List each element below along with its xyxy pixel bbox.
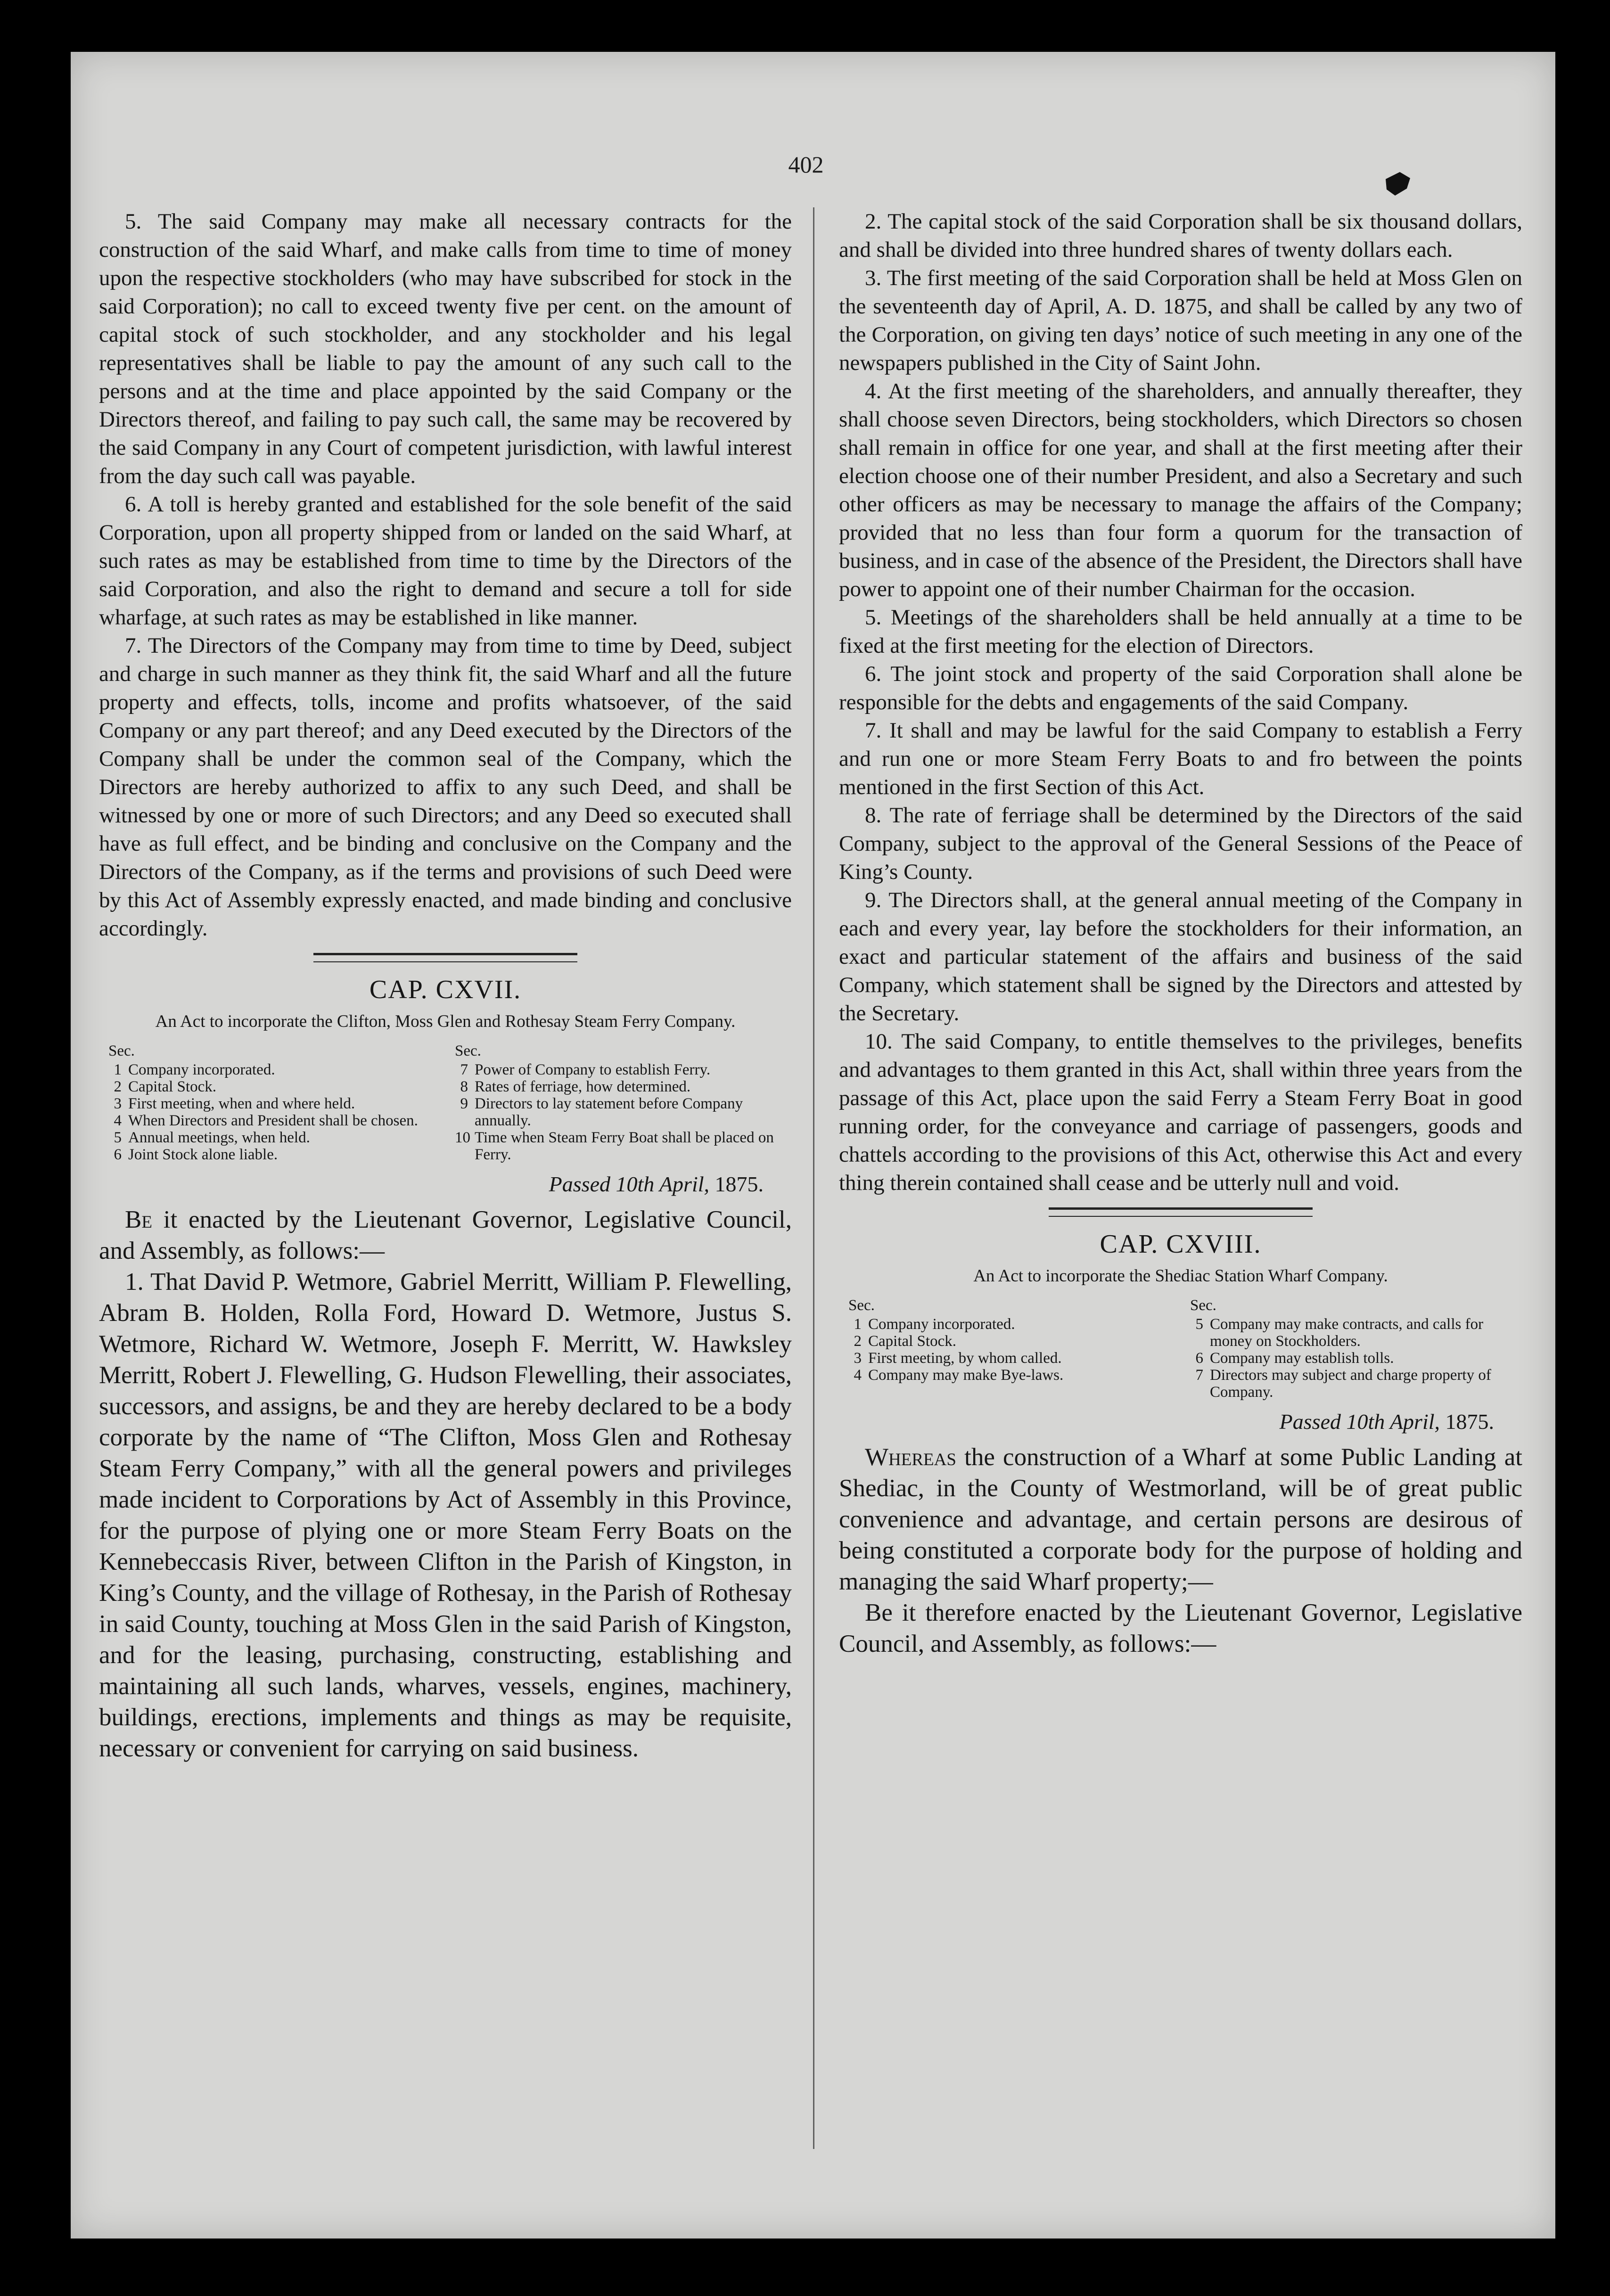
column-divider: [813, 207, 814, 2149]
section-index-left: [108, 1042, 436, 1163]
index-entry: 9 Directors to lay statement before Company annually.: [460, 1095, 743, 1129]
right-paragraph-10: 10. The said Company, to entitle themselves to the privileges, benefits and advantages to them granted in this Act, shall within three years from the passage of this Act, place upon the said Ferry a Steam Ferry Boat in good running order, for the conveyance and carriage of passengers, goods and chattels according to the provisions of this Act, otherwise this Act and every thing therein contained shall cease and be utterly null and void.: [839, 1029, 1522, 1195]
index-entry: 1 Company incorporated.: [114, 1061, 275, 1078]
left-section-1: 1. That David P. Wetmore, Gabriel Merritt, William P. Flewelling, Abram B. Holden, Rolla Ford, Howard D. Wetmore, Justus S. Wetmore, Richard W. Wetmore, Joseph F. Merritt, W. Hawksley Merritt, Robert J. Flewelling, G. Hudson Flewelling, their associates, successors, and assigns, be and they are hereby declared to be a body corporate by the name of “The Clifton, Moss Glen and Rothesay Steam Ferry Company,” with all the general powers and privileges made incident to Corporations by Act of Assembly in this Province, for the purpose of plying one or more Steam Ferry Boats on the Kennebeccasis River, between Clifton in the Parish of Kingston, in King’s County, and the village of Rothesay, in the Parish of Rothesay in said County, touching at Moss Glen in the said Parish of Kingston, and for the leasing, purchasing, constructing, establishing and maintaining all such lands, wharves, vessels, engines, machinery, buildings, erections, implements and things as may be requisite, necessary or convenient for carrying on said business.: [99, 1268, 792, 1762]
right-paragraph-5: 5. Meetings of the shareholders shall be held annually at a time to be fixed at the first meeting for the election of Directors.: [839, 605, 1522, 658]
index-entry: 4 Company may make Bye-laws.: [854, 1367, 1064, 1384]
index-entry: 1 Company incorporated.: [854, 1316, 1015, 1333]
index-entry: 8 Rates of ferriage, how determined.: [460, 1078, 691, 1095]
sec-label: Sec.: [848, 1297, 875, 1314]
right-paragraph-6: 6. The joint stock and property of the said Corporation shall alone be responsible for the debts and engagements of the said Company.: [839, 662, 1522, 714]
index-entry: 3 First meeting, by whom called.: [854, 1350, 1062, 1367]
section-index: [848, 1297, 1513, 1401]
left-paragraph-5: 5. The said Company may make all necessary contracts for the construction of the said Wharf, and make calls from time to time of money upon the respective stockholders (who may have subscribed for stock in the said Corporation); no call to exceed twenty five per cent. on the amount of capital stock of such stockholder, and any stockholder and his legal representatives shall be liable to pay the amount of any such call to the persons and at the time and place appointed by the said Company or the Directors thereof, and failing to pay such call, the same may be recovered by the said Company in any Court of competent jurisdiction, with lawful interest from the day such call was payable.: [99, 209, 792, 488]
section-index-right: [455, 1042, 782, 1163]
index-entry: 2 Capital Stock.: [854, 1333, 956, 1350]
right-paragraph-3: 3. The first meeting of the said Corporation shall be held at Moss Glen on the seventeenth day of April, A. D. 1875, and shall be called by any two of the Corporation, on giving ten days’ notice of such meeting in any one of the newspapers published in the City of Saint John.: [839, 266, 1522, 375]
left-paragraph-6: 6. A toll is hereby granted and established for the sole benefit of the said Corporation, upon all property shipped from or landed on the said Wharf, at such rates as may be established from time to time by the Directors of the said Corporation, and also the right to demand and secure a toll for side wharfage, at such rates as may be established in like manner.: [99, 492, 792, 630]
page-number: 402: [788, 151, 824, 178]
left-column: [99, 207, 792, 1764]
cap-heading: CAP. CXVII.: [369, 975, 522, 1004]
ink-blot-icon: [1381, 170, 1414, 198]
index-entry: 2 Capital Stock.: [114, 1078, 216, 1095]
index-entry: 7 Directors may subject and charge property of Company.: [1195, 1367, 1491, 1401]
index-entry: 5 Annual meetings, when held.: [114, 1129, 310, 1146]
cap-heading: CAP. CXVIII.: [1100, 1230, 1262, 1259]
act-title: An Act to incorporate the Shediac Station Wharf Company.: [973, 1266, 1388, 1286]
index-entry: 5 Company may make contracts, and calls for money on Stockholders.: [1195, 1316, 1484, 1350]
whereas-clause: Whereas the construction of a Wharf at some Public Landing at Shediac, in the County of Westmorland, will be of great public convenience and advantage, and certain persons are desirous of being constituted a corporate body for the purpose of holding and managing the said Wharf property;—: [839, 1443, 1522, 1595]
section-divider-rule: [1049, 1207, 1313, 1217]
right-paragraph-9: 9. The Directors shall, at the general annual meeting of the Company in each and every year, lay before the stockholders for their information, an exact and particular statement of the affairs and business of the said Company, which statement shall be signed by the Directors and attested by the Secretary.: [839, 888, 1522, 1025]
sec-label: Sec.: [1190, 1297, 1216, 1314]
passed-date: Passed 10th April, 1875.: [549, 1172, 764, 1196]
scanned-page: [71, 52, 1555, 2239]
right-paragraph-2: 2. The capital stock of the said Corporation shall be six thousand dollars, and shall be divided into three hundred shares of twenty dollars each.: [839, 209, 1522, 262]
index-entry: 4 When Directors and President shall be chosen.: [114, 1112, 418, 1129]
left-paragraph-7: 7. The Directors of the Company may from time to time by Deed, subject and charge in such manner as they think fit, the said Wharf and all the future property and effects, tolls, income and profits whatsoever, of the said Company or any part thereof; and any Deed executed by the Directors of the Company shall be under the common seal of the Company, which the Directors are hereby authorized to affix to any such Deed, and shall be witnessed by one or more of such Directors; and any Deed so executed shall have as full effect, and be binding and conclusive on the Company and the Directors of the Company, as if the terms and provisions of such Deed were by this Act of Assembly expressly enacted, and made binding and conclusive accordingly.: [99, 633, 792, 941]
index-entry: 6 Joint Stock alone liable.: [114, 1146, 278, 1163]
section-index-left: [848, 1297, 1171, 1401]
index-entry: 3 First meeting, when and where held.: [114, 1095, 355, 1112]
passed-date: Passed 10th April, 1875.: [1279, 1410, 1494, 1434]
enacting-clause: Be it therefore enacted by the Lieutenant Governor, Legislative Council, and Assembly, as follows:—: [839, 1599, 1522, 1657]
right-paragraph-4: 4. At the first meeting of the shareholders, and annually thereafter, they shall choose seven Directors, being stockholders, which Directors so chosen shall remain in office for one year, and shall at the first meeting after their election choose one of their number President, and also a Secretary and such other officers as may be necessary to manage the affairs of the Company; provided that no less than four form a quorum for the transaction of business, and in case of the absence of the President, the Directors shall have power to appoint one of their number Chairman for the occasion.: [839, 379, 1522, 601]
right-column: [839, 207, 1522, 1659]
index-entry: 10 Time when Steam Ferry Boat shall be placed on Ferry.: [455, 1129, 774, 1163]
index-entry: 6 Company may establish tolls.: [1195, 1350, 1394, 1367]
enacting-clause: Be it enacted by the Lieutenant Governor, Legislative Council, and Assembly, as follows:—: [99, 1206, 792, 1264]
section-index-right: [1190, 1297, 1513, 1401]
section-index: [108, 1042, 782, 1163]
act-title: An Act to incorporate the Clifton, Moss Glen and Rothesay Steam Ferry Company.: [155, 1012, 736, 1031]
right-paragraph-7: 7. It shall and may be lawful for the said Company to establish a Ferry and run one or more Steam Ferry Boats to and fro between the points mentioned in the first Section of this Act.: [839, 718, 1522, 799]
right-paragraph-8: 8. The rate of ferriage shall be determined by the Directors of the said Company, subject to the approval of the General Sessions of the Peace of King’s County.: [839, 803, 1522, 884]
index-entry: 7 Power of Company to establish Ferry.: [460, 1061, 711, 1078]
sec-label: Sec.: [108, 1042, 135, 1059]
sec-label: Sec.: [455, 1042, 481, 1059]
section-divider-rule: [313, 953, 577, 962]
